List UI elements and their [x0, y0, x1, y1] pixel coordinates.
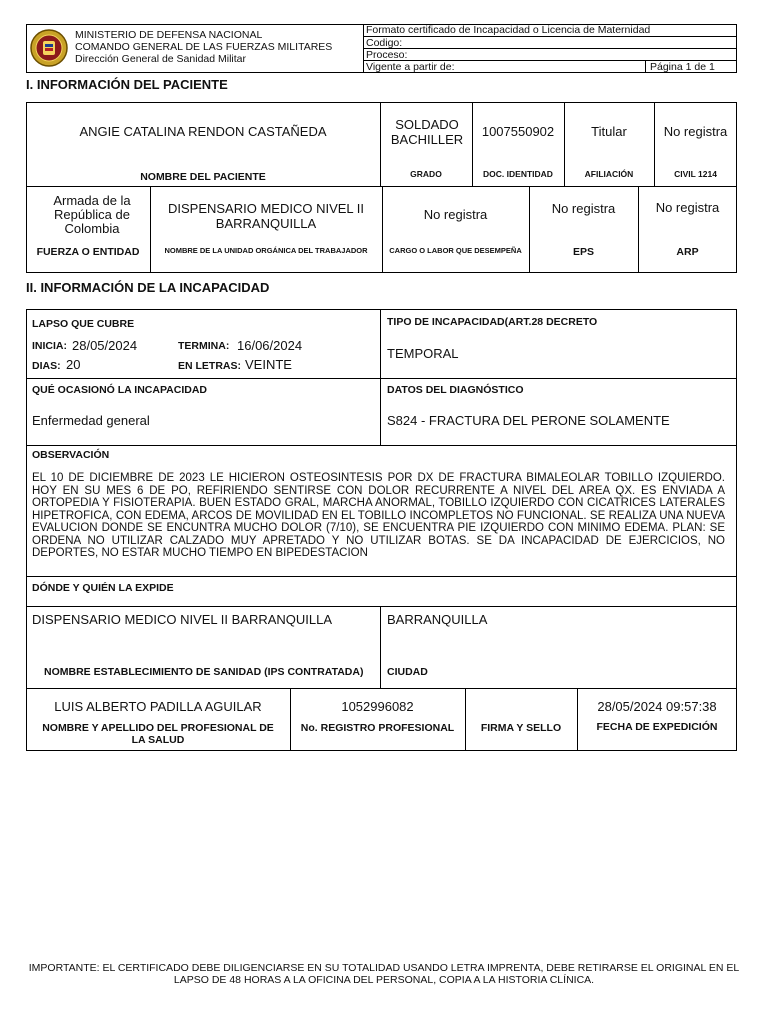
eps-label: EPS [572, 246, 594, 258]
observation-text: EL 10 DE DICIEMBRE DE 2023 LE HICIERON OSTEOSINTESIS POR DX DE FRACTURA BIMALEOLAR TOBILLO IZQUIERDO. HOY EN SU MES 6 DE PO, REFIRIENDO SENTIRSE CON DOLOR RECURRENTE A NIVEL DEL AREA QX. ES ENVIADA A ORTOPEDIA Y FISIOTERAPIA. BUEN ESTADO GRAL, MARCHA ANORMAL, TOBILLO IZQUIERDO CON CICATRICES LATERALES HIPETROFICA, CON EDEMA, ARCOS DE MOVILIDAD EN EL TOBILLO INCOMPLETOS NO FUNCIONAL. SE REALIZA UNA NUEVA EVALUCION DONDE SE ENCUNTRA MUCHO DOLOR (7/10), SE ENCUENTRA PIE IZQUIERDO CON MINIMO EDEMA. PLAN: SE ORDENA NO UTILIZAR CALZADO MUY APRETADO Y NO UTILIZAR BOTAS. SE DA INCAPACIDAD DE EJERCICIOS, NO DEPORTES, NO ESTAR MUCHO TIEMPO EN BIPEDESTACION [32, 472, 725, 559]
divider [645, 60, 646, 73]
unit-label: NOMBRE DE LA UNIDAD ORGÁNICA DEL TRABAJADOR [164, 246, 368, 255]
start-value: 28/05/2024 [72, 338, 138, 353]
affiliation-label: AFILIACIÓN [584, 169, 634, 179]
divider [380, 606, 381, 688]
divider [577, 688, 578, 751]
city-label: CIUDAD [387, 666, 428, 678]
issuer-label: DÓNDE Y QUIÉN LA EXPIDE [32, 582, 174, 594]
section1-title: I. INFORMACIÓN DEL PACIENTE [26, 77, 228, 92]
facility-label: NOMBRE ESTABLECIMIENTO DE SANIDAD (IPS CONTRATADA) [44, 666, 364, 678]
divider [26, 606, 737, 607]
doctor-label: NOMBRE Y APELLIDO DEL PROFESIONAL DE LA SALUD [42, 722, 274, 746]
divider [26, 688, 737, 689]
unit-value: DISPENSARIO MEDICO NIVEL II BARRANQUILLA [167, 201, 364, 231]
doctor-value: LUIS ALBERTO PADILLA AGUILAR [54, 699, 262, 714]
header-org-line-3: Dirección General de Sanidad Militar [75, 53, 246, 65]
doc-id-label: DOC. IDENTIDAD [483, 169, 553, 179]
valid-from-label: Vigente a partir de: [366, 61, 455, 73]
diagnosis-value: S824 - FRACTURA DEL PERONE SOLAMENTE [387, 413, 670, 428]
arp-label: ARP [676, 246, 699, 258]
divider [363, 48, 737, 49]
force-value: Armada de la República de Colombia [53, 193, 131, 236]
header-org-line-2: COMANDO GENERAL DE LAS FUERZAS MILITARES [75, 41, 333, 53]
divider [26, 576, 737, 577]
arp-value: No registra [655, 200, 720, 215]
doc-id-value: 1007550902 [481, 124, 555, 139]
lapse-label: LAPSO QUE CUBRE [32, 318, 135, 330]
end-value: 16/06/2024 [237, 338, 303, 353]
words-label: EN LETRAS: [178, 360, 241, 372]
issued-label: FECHA DE EXPEDICIÓN [596, 721, 718, 733]
type-label: TIPO DE INCAPACIDAD(ART.28 DECRETO [387, 316, 598, 328]
signature-label: FIRMA Y SELLO [480, 722, 562, 734]
military-seal-icon [30, 29, 68, 67]
diagnosis-label: DATOS DEL DIAGNÓSTICO [387, 384, 524, 396]
divider [26, 445, 737, 446]
city-value: BARRANQUILLA [387, 612, 488, 627]
position-label: CARGO O LABOR QUE DESEMPEÑA [389, 246, 522, 255]
observation-label: OBSERVACIÓN [32, 449, 110, 461]
header-org-line-1: MINISTERIO DE DEFENSA NACIONAL [75, 29, 263, 41]
patient-name: ANGIE CATALINA RENDON CASTAÑEDA [79, 124, 327, 139]
process-label: Proceso: [366, 49, 408, 61]
civil-label: CIVIL 1214 [674, 169, 717, 179]
eps-value: No registra [551, 201, 616, 216]
days-value: 20 [66, 357, 81, 372]
affiliation-value: Titular [591, 124, 627, 139]
facility-value: DISPENSARIO MEDICO NIVEL II BARRANQUILLA [32, 612, 333, 627]
registry-value: 1052996082 [341, 699, 414, 714]
civil-value: No registra [663, 124, 728, 139]
divider [363, 36, 737, 37]
code-label: Codigo: [366, 37, 403, 49]
words-value: VEINTE [245, 357, 292, 372]
divider [290, 688, 291, 751]
grade-value: SOLDADO BACHILLER [390, 117, 464, 147]
footer-notice: IMPORTANTE: EL CERTIFICADO DEBE DILIGENCIARSE EN SU TOTALIDAD USANDO LETRA IMPRENTA, DEBE RETIRARSE EL ORIGINAL EN EL LAPSO DE 48 HORAS A LA OFICINA DEL PERSONAL, COPIA A LA HISTORIA CLÍNICA. [28, 962, 740, 986]
registry-label: No. REGISTRO PROFESIONAL [300, 722, 455, 734]
start-label: INICIA: [32, 340, 67, 352]
days-label: DIAS: [32, 360, 61, 372]
divider [380, 309, 381, 445]
end-label: TERMINA: [178, 340, 230, 352]
issued-value: 28/05/2024 09:57:38 [597, 699, 717, 714]
section2-title: II. INFORMACIÓN DE LA INCAPACIDAD [26, 280, 270, 295]
position-value: No registra [423, 207, 488, 222]
type-value: TEMPORAL [387, 346, 459, 361]
divider [529, 186, 530, 273]
grade-label: GRADO [410, 169, 442, 179]
force-label: FUERZA O ENTIDAD [36, 246, 140, 258]
divider [26, 378, 737, 379]
divider [150, 186, 151, 273]
divider [465, 688, 466, 751]
format-title: Formato certificado de Incapacidad o Licencia de Maternidad [366, 24, 651, 36]
divider [382, 186, 383, 273]
cause-value: Enfermedad general [32, 413, 150, 428]
cause-label: QUÉ OCASIONÓ LA INCAPACIDAD [32, 384, 208, 396]
page-number: Página 1 de 1 [650, 61, 715, 73]
patient-name-label: NOMBRE DEL PACIENTE [140, 171, 266, 183]
